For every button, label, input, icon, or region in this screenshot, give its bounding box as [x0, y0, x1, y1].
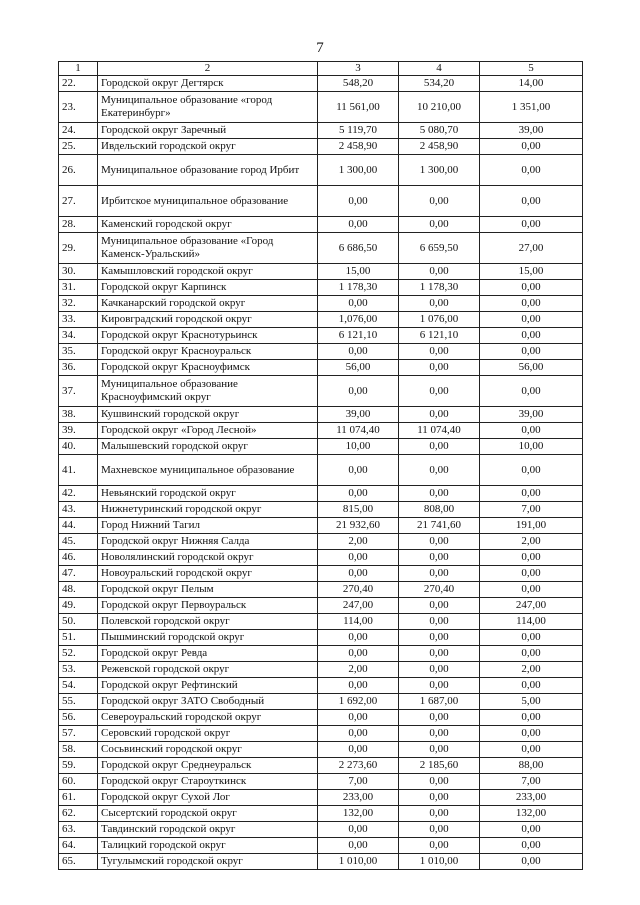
col-5-value-cell: 0,00	[480, 328, 583, 344]
col-3-value-cell: 270,40	[318, 582, 399, 598]
table-row	[59, 630, 583, 646]
row-number-cell: 40.	[59, 439, 98, 455]
municipality-name-cell: Городской округ Краснотурьинск	[98, 328, 318, 344]
municipality-name-cell: Камышловский городской округ	[98, 264, 318, 280]
table-row	[59, 822, 583, 838]
col-4-value-cell: 0,00	[399, 534, 480, 550]
col-3-value-cell: 0,00	[318, 344, 399, 360]
municipality-name-cell: Тугулымский городской округ	[98, 854, 318, 870]
col-3-value-cell: 39,00	[318, 407, 399, 423]
municipality-name-cell: Городской округ Нижняя Салда	[98, 534, 318, 550]
col-3-value-cell: 0,00	[318, 550, 399, 566]
col-3-value-cell: 6 686,50	[318, 233, 399, 264]
col-4-value-cell: 0,00	[399, 678, 480, 694]
municipality-name-cell: Тавдинский городской округ	[98, 822, 318, 838]
col-5-value-cell: 0,00	[480, 217, 583, 233]
col-4-value-cell: 0,00	[399, 806, 480, 822]
col-4-value-cell: 0,00	[399, 264, 480, 280]
row-number-cell: 61.	[59, 790, 98, 806]
col-5-value-cell: 0,00	[480, 296, 583, 312]
table-row	[59, 614, 583, 630]
row-number-cell: 48.	[59, 582, 98, 598]
municipality-name-cell: Кировградский городской округ	[98, 312, 318, 328]
table-row	[59, 312, 583, 328]
table-row	[59, 486, 583, 502]
table-row	[59, 155, 583, 186]
table-row	[59, 92, 583, 123]
row-number-cell: 64.	[59, 838, 98, 854]
municipality-name-cell: Городской округ Староуткинск	[98, 774, 318, 790]
row-number-cell: 57.	[59, 726, 98, 742]
col-4-value-cell: 0,00	[399, 360, 480, 376]
col-3-value-cell: 11 561,00	[318, 92, 399, 123]
table-row	[59, 233, 583, 264]
col-4-value-cell: 270,40	[399, 582, 480, 598]
row-number-cell: 22.	[59, 76, 98, 92]
row-number-cell: 38.	[59, 407, 98, 423]
table-row	[59, 662, 583, 678]
col-5-value-cell: 247,00	[480, 598, 583, 614]
municipality-name-cell: Городской округ «Город Лесной»	[98, 423, 318, 439]
municipality-name-cell: Муниципальное образование город Ирбит	[98, 155, 318, 186]
col-5-value-cell: 0,00	[480, 139, 583, 155]
col-3-value-cell: 0,00	[318, 742, 399, 758]
col-4-value-cell: 6 121,10	[399, 328, 480, 344]
col-4-value-cell: 1 300,00	[399, 155, 480, 186]
col-5-value-cell: 1 351,00	[480, 92, 583, 123]
col-4-value-cell: 2 185,60	[399, 758, 480, 774]
col-5-value-cell: 27,00	[480, 233, 583, 264]
col-3-value-cell: 0,00	[318, 376, 399, 407]
col-3-value-cell: 0,00	[318, 838, 399, 854]
row-number-cell: 46.	[59, 550, 98, 566]
row-number-cell: 50.	[59, 614, 98, 630]
col-3-value-cell: 0,00	[318, 726, 399, 742]
municipality-name-cell: Невьянский городской округ	[98, 486, 318, 502]
row-number-cell: 51.	[59, 630, 98, 646]
row-number-cell: 39.	[59, 423, 98, 439]
col-5-value-cell: 233,00	[480, 790, 583, 806]
municipality-name-cell: Город Нижний Тагил	[98, 518, 318, 534]
col-4-value-cell: 808,00	[399, 502, 480, 518]
col-5-value-cell: 191,00	[480, 518, 583, 534]
header-col-2: 2	[98, 62, 318, 76]
row-number-cell: 62.	[59, 806, 98, 822]
table-row	[59, 502, 583, 518]
header-col-3: 3	[318, 62, 399, 76]
col-5-value-cell: 39,00	[480, 407, 583, 423]
row-number-cell: 43.	[59, 502, 98, 518]
col-3-value-cell: 2,00	[318, 534, 399, 550]
col-4-value-cell: 0,00	[399, 296, 480, 312]
col-4-value-cell: 0,00	[399, 710, 480, 726]
col-4-value-cell: 0,00	[399, 407, 480, 423]
col-4-value-cell: 0,00	[399, 774, 480, 790]
col-5-value-cell: 2,00	[480, 534, 583, 550]
col-3-value-cell: 247,00	[318, 598, 399, 614]
col-3-value-cell: 2,00	[318, 662, 399, 678]
col-4-value-cell: 6 659,50	[399, 233, 480, 264]
col-3-value-cell: 0,00	[318, 710, 399, 726]
row-number-cell: 65.	[59, 854, 98, 870]
municipality-name-cell: Малышевский городской округ	[98, 439, 318, 455]
row-number-cell: 52.	[59, 646, 98, 662]
table-row	[59, 838, 583, 854]
row-number-cell: 49.	[59, 598, 98, 614]
table-row	[59, 344, 583, 360]
row-number-cell: 30.	[59, 264, 98, 280]
municipality-name-cell: Махневское муниципальное образование	[98, 455, 318, 486]
col-5-value-cell: 14,00	[480, 76, 583, 92]
col-3-value-cell: 1 010,00	[318, 854, 399, 870]
municipality-name-cell: Сосьвинский городской округ	[98, 742, 318, 758]
municipality-name-cell: Талицкий городской округ	[98, 838, 318, 854]
col-3-value-cell: 0,00	[318, 486, 399, 502]
col-4-value-cell: 0,00	[399, 630, 480, 646]
col-4-value-cell: 0,00	[399, 838, 480, 854]
row-number-cell: 25.	[59, 139, 98, 155]
col-4-value-cell: 1 076,00	[399, 312, 480, 328]
col-5-value-cell: 2,00	[480, 662, 583, 678]
municipality-name-cell: Нижнетуринский городской округ	[98, 502, 318, 518]
municipality-name-cell: Ивдельский городской округ	[98, 139, 318, 155]
row-number-cell: 53.	[59, 662, 98, 678]
col-3-value-cell: 2 273,60	[318, 758, 399, 774]
municipality-name-cell: Городской округ Сухой Лог	[98, 790, 318, 806]
col-3-value-cell: 10,00	[318, 439, 399, 455]
col-4-value-cell: 10 210,00	[399, 92, 480, 123]
table-row	[59, 328, 583, 344]
col-5-value-cell: 7,00	[480, 774, 583, 790]
municipality-name-cell: Кушвинский городской округ	[98, 407, 318, 423]
municipality-name-cell: Муниципальное образование «город Екатеринбург»	[98, 92, 318, 123]
table-row	[59, 376, 583, 407]
col-4-value-cell: 2 458,90	[399, 139, 480, 155]
row-number-cell: 63.	[59, 822, 98, 838]
municipality-name-cell: Серовский городской округ	[98, 726, 318, 742]
col-3-value-cell: 0,00	[318, 678, 399, 694]
col-3-value-cell: 233,00	[318, 790, 399, 806]
col-3-value-cell: 1 178,30	[318, 280, 399, 296]
col-4-value-cell: 534,20	[399, 76, 480, 92]
table-row	[59, 790, 583, 806]
col-4-value-cell: 0,00	[399, 550, 480, 566]
municipality-name-cell: Городской округ Среднеуральск	[98, 758, 318, 774]
municipality-name-cell: Городской округ Карпинск	[98, 280, 318, 296]
col-4-value-cell: 0,00	[399, 614, 480, 630]
col-4-value-cell: 5 080,70	[399, 123, 480, 139]
col-3-value-cell: 132,00	[318, 806, 399, 822]
municipality-name-cell: Городской округ Дегтярск	[98, 76, 318, 92]
col-3-value-cell: 0,00	[318, 296, 399, 312]
municipality-name-cell: Муниципальное образование «Город Каменск-Уральский»	[98, 233, 318, 264]
col-5-value-cell: 0,00	[480, 550, 583, 566]
row-number-cell: 54.	[59, 678, 98, 694]
col-3-value-cell: 5 119,70	[318, 123, 399, 139]
col-3-value-cell: 0,00	[318, 646, 399, 662]
col-3-value-cell: 0,00	[318, 455, 399, 486]
col-5-value-cell: 0,00	[480, 582, 583, 598]
municipality-name-cell: Ирбитское муниципальное образование	[98, 186, 318, 217]
municipality-name-cell: Городской округ Пелым	[98, 582, 318, 598]
col-3-value-cell: 6 121,10	[318, 328, 399, 344]
table-row	[59, 518, 583, 534]
table-row	[59, 598, 583, 614]
table-row	[59, 534, 583, 550]
municipality-name-cell: Новолялинский городской округ	[98, 550, 318, 566]
col-4-value-cell: 0,00	[399, 598, 480, 614]
row-number-cell: 41.	[59, 455, 98, 486]
col-5-value-cell: 88,00	[480, 758, 583, 774]
col-4-value-cell: 0,00	[399, 455, 480, 486]
table-row	[59, 582, 583, 598]
col-5-value-cell: 0,00	[480, 376, 583, 407]
col-3-value-cell: 0,00	[318, 566, 399, 582]
row-number-cell: 35.	[59, 344, 98, 360]
municipality-name-cell: Городской округ ЗАТО Свободный	[98, 694, 318, 710]
row-number-cell: 59.	[59, 758, 98, 774]
col-3-value-cell: 1 692,00	[318, 694, 399, 710]
col-4-value-cell: 11 074,40	[399, 423, 480, 439]
table-header-row	[59, 62, 583, 76]
municipality-name-cell: Городской округ Заречный	[98, 123, 318, 139]
row-number-cell: 55.	[59, 694, 98, 710]
table-row	[59, 854, 583, 870]
municipality-name-cell: Муниципальное образование Красноуфимский округ	[98, 376, 318, 407]
col-4-value-cell: 0,00	[399, 186, 480, 217]
row-number-cell: 36.	[59, 360, 98, 376]
table-row	[59, 758, 583, 774]
table-row	[59, 186, 583, 217]
col-5-value-cell: 0,00	[480, 630, 583, 646]
col-4-value-cell: 1 687,00	[399, 694, 480, 710]
col-4-value-cell: 0,00	[399, 726, 480, 742]
table-row	[59, 360, 583, 376]
col-5-value-cell: 114,00	[480, 614, 583, 630]
table-row	[59, 726, 583, 742]
col-5-value-cell: 0,00	[480, 423, 583, 439]
row-number-cell: 27.	[59, 186, 98, 217]
table-row	[59, 280, 583, 296]
col-3-value-cell: 0,00	[318, 217, 399, 233]
col-4-value-cell: 0,00	[399, 662, 480, 678]
col-5-value-cell: 7,00	[480, 502, 583, 518]
col-4-value-cell: 0,00	[399, 344, 480, 360]
row-number-cell: 33.	[59, 312, 98, 328]
col-5-value-cell: 0,00	[480, 742, 583, 758]
col-5-value-cell: 0,00	[480, 566, 583, 582]
row-number-cell: 24.	[59, 123, 98, 139]
row-number-cell: 34.	[59, 328, 98, 344]
col-5-value-cell: 0,00	[480, 822, 583, 838]
col-5-value-cell: 0,00	[480, 486, 583, 502]
col-5-value-cell: 132,00	[480, 806, 583, 822]
table-row	[59, 296, 583, 312]
municipality-name-cell: Городской округ Ревда	[98, 646, 318, 662]
col-5-value-cell: 15,00	[480, 264, 583, 280]
col-5-value-cell: 56,00	[480, 360, 583, 376]
col-3-value-cell: 0,00	[318, 186, 399, 217]
col-5-value-cell: 0,00	[480, 710, 583, 726]
col-5-value-cell: 0,00	[480, 854, 583, 870]
row-number-cell: 60.	[59, 774, 98, 790]
col-5-value-cell: 0,00	[480, 312, 583, 328]
col-3-value-cell: 815,00	[318, 502, 399, 518]
row-number-cell: 31.	[59, 280, 98, 296]
budget-table	[58, 61, 583, 870]
col-5-value-cell: 0,00	[480, 455, 583, 486]
col-3-value-cell: 7,00	[318, 774, 399, 790]
row-number-cell: 32.	[59, 296, 98, 312]
row-number-cell: 26.	[59, 155, 98, 186]
table-body	[59, 62, 583, 870]
municipality-name-cell: Городской округ Рефтинский	[98, 678, 318, 694]
col-3-value-cell: 56,00	[318, 360, 399, 376]
col-4-value-cell: 0,00	[399, 217, 480, 233]
col-4-value-cell: 1 010,00	[399, 854, 480, 870]
col-4-value-cell: 0,00	[399, 646, 480, 662]
municipality-name-cell: Новоуральский городской округ	[98, 566, 318, 582]
table-row	[59, 407, 583, 423]
col-3-value-cell: 0,00	[318, 630, 399, 646]
col-5-value-cell: 0,00	[480, 280, 583, 296]
row-number-cell: 42.	[59, 486, 98, 502]
row-number-cell: 56.	[59, 710, 98, 726]
table-row	[59, 774, 583, 790]
col-5-value-cell: 5,00	[480, 694, 583, 710]
col-5-value-cell: 0,00	[480, 646, 583, 662]
col-3-value-cell: 21 932,60	[318, 518, 399, 534]
col-3-value-cell: 0,00	[318, 822, 399, 838]
table-row	[59, 646, 583, 662]
municipality-name-cell: Североуральский городской округ	[98, 710, 318, 726]
table-row	[59, 139, 583, 155]
table-row	[59, 566, 583, 582]
municipality-name-cell: Сысертский городской округ	[98, 806, 318, 822]
col-4-value-cell: 0,00	[399, 742, 480, 758]
col-4-value-cell: 0,00	[399, 566, 480, 582]
row-number-cell: 23.	[59, 92, 98, 123]
row-number-cell: 28.	[59, 217, 98, 233]
municipality-name-cell: Городской округ Первоуральск	[98, 598, 318, 614]
col-5-value-cell: 0,00	[480, 186, 583, 217]
header-col-4: 4	[399, 62, 480, 76]
table-row	[59, 423, 583, 439]
col-5-value-cell: 39,00	[480, 123, 583, 139]
col-4-value-cell: 0,00	[399, 790, 480, 806]
row-number-cell: 47.	[59, 566, 98, 582]
table-row	[59, 678, 583, 694]
col-4-value-cell: 0,00	[399, 439, 480, 455]
table-row	[59, 76, 583, 92]
municipality-name-cell: Городской округ Красноуральск	[98, 344, 318, 360]
page-number: 7	[316, 40, 324, 56]
table-row	[59, 217, 583, 233]
col-3-value-cell: 1 300,00	[318, 155, 399, 186]
col-5-value-cell: 0,00	[480, 726, 583, 742]
col-3-value-cell: 1,076,00	[318, 312, 399, 328]
table-row	[59, 694, 583, 710]
table-row	[59, 264, 583, 280]
col-5-value-cell: 0,00	[480, 838, 583, 854]
table-row	[59, 550, 583, 566]
col-3-value-cell: 2 458,90	[318, 139, 399, 155]
municipality-name-cell: Городской округ Красноуфимск	[98, 360, 318, 376]
header-col-5: 5	[480, 62, 583, 76]
table-row	[59, 742, 583, 758]
col-5-value-cell: 0,00	[480, 344, 583, 360]
col-5-value-cell: 0,00	[480, 155, 583, 186]
row-number-cell: 37.	[59, 376, 98, 407]
col-5-value-cell: 10,00	[480, 439, 583, 455]
col-3-value-cell: 548,20	[318, 76, 399, 92]
header-col-1: 1	[59, 62, 98, 76]
municipality-name-cell: Режевской городской округ	[98, 662, 318, 678]
col-4-value-cell: 0,00	[399, 486, 480, 502]
table-row	[59, 439, 583, 455]
col-5-value-cell: 0,00	[480, 678, 583, 694]
col-4-value-cell: 1 178,30	[399, 280, 480, 296]
municipality-name-cell: Каменский городской округ	[98, 217, 318, 233]
row-number-cell: 44.	[59, 518, 98, 534]
municipality-name-cell: Качканарский городской округ	[98, 296, 318, 312]
row-number-cell: 45.	[59, 534, 98, 550]
table-row	[59, 455, 583, 486]
col-3-value-cell: 11 074,40	[318, 423, 399, 439]
municipality-name-cell: Пышминский городской округ	[98, 630, 318, 646]
row-number-cell: 29.	[59, 233, 98, 264]
col-4-value-cell: 0,00	[399, 822, 480, 838]
row-number-cell: 58.	[59, 742, 98, 758]
col-3-value-cell: 114,00	[318, 614, 399, 630]
col-3-value-cell: 15,00	[318, 264, 399, 280]
col-4-value-cell: 21 741,60	[399, 518, 480, 534]
table-row	[59, 710, 583, 726]
table-row	[59, 806, 583, 822]
table-row	[59, 123, 583, 139]
col-4-value-cell: 0,00	[399, 376, 480, 407]
municipality-name-cell: Полевской городской округ	[98, 614, 318, 630]
